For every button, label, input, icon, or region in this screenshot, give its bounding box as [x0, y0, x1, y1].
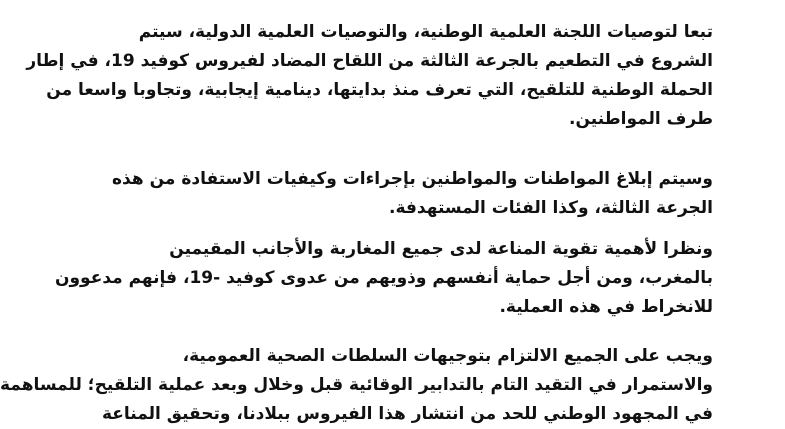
text-line: ونظرا لأهمية تقوية المناعة لدى جميع المغاربة والأجانب المقيمين	[169, 239, 713, 259]
paragraph-immunity-call	[54, 235, 713, 322]
text-line: الحملة الوطنية للتلقيح، التي تعرف منذ بدايتها، دينامية إيجابية، وتجاوبا واسعا من	[46, 80, 713, 100]
paragraph-citizen-notification	[112, 165, 713, 223]
text-line: بالمغرب، ومن أجل حماية أنفسهم وذويهم من عدوى كوفيد -19، فإنهم مدعوون	[54, 268, 713, 288]
text-line: للانخراط في هذه العملية.	[499, 297, 713, 317]
text-line: ويجب على الجميع الالتزام بتوجيهات السلطات الصحية العمومية،	[182, 346, 713, 366]
text-line: في المجهود الوطني للحد من انتشار هذا الفيروس ببلادنا، وتحقيق المناعة	[102, 404, 713, 424]
paragraph-preventive-measures	[0, 342, 713, 429]
text-line: تبعا لتوصيات اللجنة العلمية الوطنية، والتوصيات العلمية الدولية، سيتم	[138, 22, 713, 42]
text-line: وسيتم إبلاغ المواطنات والمواطنين بإجراءات وكيفيات الاستفادة من هذه	[112, 169, 713, 189]
paragraph-third-dose-announcement	[26, 18, 713, 134]
text-line: الشروع في التطعيم بالجرعة الثالثة من اللقاح المضاد لفيروس كوفيد 19، في إطار	[26, 51, 713, 71]
text-line: والاستمرار في التقيد التام بالتدابير الوقائية قبل وخلال وبعد عملية التلقيح؛ للمساهمة	[0, 375, 713, 395]
text-line: طرف المواطنين.	[569, 109, 713, 129]
text-line: الجرعة الثالثة، وكذا الفئات المستهدفة.	[389, 198, 713, 218]
